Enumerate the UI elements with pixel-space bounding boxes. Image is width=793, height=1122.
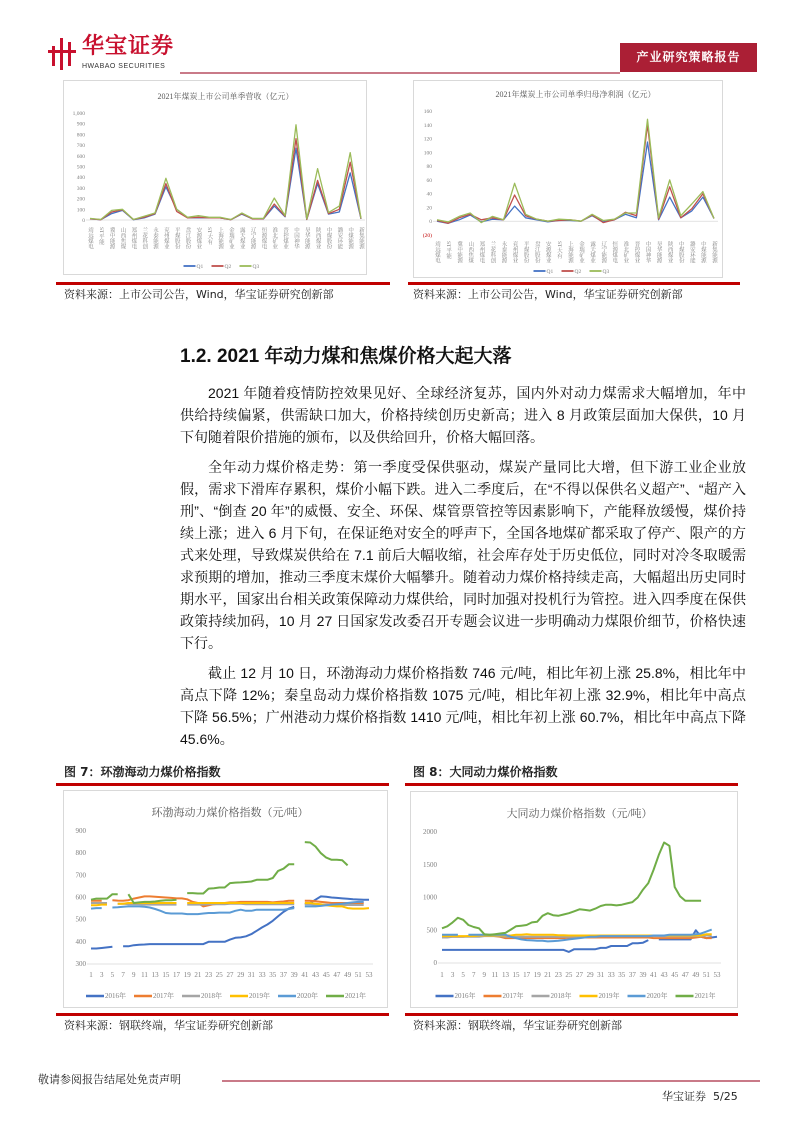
legend-label: Q3: [252, 264, 260, 270]
y-tick-label: 800: [76, 132, 85, 139]
x-tick-label: 43: [312, 971, 320, 979]
category-label: 中煤股份: [325, 227, 332, 249]
legend-label: Q2: [574, 269, 582, 275]
x-tick-label: 1: [89, 971, 93, 979]
x-tick-label: 25: [215, 971, 223, 979]
y-tick-label: 0: [82, 218, 85, 224]
legend-label: 2019年: [598, 992, 620, 1000]
x-tick-label: 11: [491, 971, 499, 979]
category-label: 兰花科创: [141, 227, 148, 249]
footer-page: [662, 1090, 738, 1104]
category-label: 安源煤业: [544, 241, 551, 263]
x-tick-label: 41: [650, 971, 658, 979]
x-tick-label: 7: [471, 971, 476, 979]
category-label: 恒源煤电: [260, 227, 267, 249]
series-line-Q1: [90, 148, 361, 219]
y-tick-label: 160: [423, 109, 432, 115]
category-label: ST平能: [97, 227, 104, 245]
divider: [56, 783, 389, 786]
category-label: 陕西煤业: [314, 227, 321, 249]
x-tick-label: 45: [322, 971, 330, 979]
datong-chart-frame: [410, 791, 738, 1008]
disclaimer-note: 敬请参阅报告结尾处免责声明: [38, 1073, 181, 1086]
x-tick-label: 51: [354, 971, 362, 979]
series-line-2021年: [442, 843, 701, 935]
series-line-2021年: [91, 842, 348, 903]
x-tick-label: 19: [183, 971, 191, 979]
legend-label: 2016年: [454, 992, 476, 1000]
x-tick-label: 5: [461, 971, 465, 979]
category-label: 淮北矿业: [271, 227, 278, 249]
x-tick-label: 5: [110, 971, 115, 979]
y-tick-label: 600: [76, 153, 85, 160]
category-label: 中煤能源: [347, 227, 354, 249]
y-tick-label: 140: [423, 122, 432, 129]
y-tick-label: 100: [423, 150, 432, 157]
x-tick-label: 27: [576, 971, 583, 979]
category-label: 潞安环能: [688, 241, 695, 263]
report-type-badge: 产业研究策略报告: [620, 43, 757, 72]
y-tick-label: 300: [76, 185, 85, 192]
legend-label: Q3: [602, 269, 610, 275]
y-tick-label: 300: [75, 960, 86, 968]
x-tick-label: 21: [194, 971, 202, 979]
series-line-Q2: [437, 125, 714, 224]
paragraph: 截止 12 月 10 日，环渤海动力煤价格指数 746 元/吨，相比年初上涨 25.8%，相比年中高点下降 12%；秦皇岛动力煤价格指数 1075 元/吨，相比年初上涨 32.9%，相比年中高点下降 56.5%；广州港动力煤价格指数 1410 元/吨，相比年初上涨 60.7%，相比年中高点下降 45.6%。: [180, 665, 746, 747]
bohai-price-chart: [64, 791, 389, 1009]
x-tick-label: 3: [450, 971, 455, 979]
hwabao-logo-icon: [48, 36, 78, 70]
x-tick-label: 33: [607, 971, 615, 979]
x-tick-label: 53: [713, 971, 721, 979]
category-label: ST平能: [445, 241, 452, 259]
category-label: 郑州煤电: [478, 241, 485, 263]
category-label: 山西焦煤: [467, 241, 474, 263]
x-tick-label: 35: [618, 971, 626, 979]
y-tick-label: 100: [76, 207, 85, 214]
logo-english-name: HWABAO SECURITIES: [82, 63, 166, 70]
x-tick-label: 15: [162, 971, 170, 979]
logo-chinese-name: 华宝证券: [82, 34, 175, 59]
y-tick-label: 60: [426, 177, 432, 184]
divider: [405, 1013, 738, 1016]
y-tick-label: 700: [76, 143, 85, 150]
category-label: 永泰能源: [152, 227, 159, 249]
y-tick-label: 400: [76, 175, 85, 182]
category-label: 昊华能源: [655, 241, 662, 263]
figure-8-title: 图 8：大同动力煤价格指数: [413, 765, 558, 779]
y-tick-label: 200: [76, 196, 85, 203]
y-tick-label: 900: [76, 121, 85, 128]
datong-price-chart: [411, 792, 739, 1009]
x-tick-label: 39: [639, 971, 647, 979]
y-tick-label: 900: [75, 827, 86, 835]
paragraph: 全年动力煤价格走势：第一季度受保供驱动，煤炭产量同比大增，但下游工业企业放假，需求下滑库存累积，煤价小幅下跌。进入二季度后，在“不得以保供名义超产”、“超产入刑”、“倒查 20 年”的威慑、安全、环保、煤管票管控等因素影响下，产能释放缓慢，煤价持续上涨；进入 6 月下旬，在保证绝对安全的呼声下，全国各地煤矿都采取了停产、限产的方式来处理，导致煤炭供给在 7.1 前后大幅收缩，社会库存处于历史低位，同时对冷冬取暖需求预期的增加，推动三季度末煤价大幅攀升。随着动力煤价格持续走高，大幅超出历史同时期水平，国家出台相关政策保障动力煤供给，同时加强对投机行为管控。进入四季度在保供政策持续加码，10 月 27 日国家发改委召开专题会议进一步明确动力煤限价细节，价格快速下行。: [180, 459, 746, 651]
y-tick-label: 120: [423, 136, 432, 143]
y-tick-label: 2000: [423, 828, 437, 836]
legend-label: 2021年: [694, 992, 716, 1000]
x-tick-label: 33: [258, 971, 266, 979]
y-tick-label: 0: [429, 219, 432, 226]
legend-label: 2018年: [201, 992, 222, 1000]
x-tick-label: 51: [702, 971, 710, 979]
x-tick-label: 47: [333, 971, 341, 979]
divider: [56, 1013, 389, 1016]
series-line-Q3: [90, 125, 361, 220]
category-label: 晋控煤业: [633, 241, 640, 263]
category-label: 靖远煤电: [87, 227, 93, 249]
y-tick-label: 800: [75, 849, 86, 858]
x-tick-label: 49: [692, 971, 700, 979]
category-label: 盘江股份: [533, 241, 540, 263]
y-tick-label: 500: [426, 926, 437, 935]
category-label: 晋控煤业: [282, 227, 289, 249]
y-tick-label: 80: [426, 164, 432, 171]
category-label: 郑州煤电: [130, 227, 137, 249]
category-label: 潞安环能: [336, 227, 343, 249]
category-label: 新集能源: [711, 241, 717, 263]
chart-source: 资料来源：上市公司公告，Wind，华宝证券研究创新部: [413, 288, 683, 301]
category-label: 中煤股份: [677, 241, 684, 263]
x-tick-label: 43: [660, 971, 668, 979]
legend-label: Q1: [196, 264, 204, 270]
chart-source: 资料来源：钢联终端，华宝证券研究创新部: [413, 1019, 622, 1032]
bohai-chart-frame: [63, 790, 388, 1008]
category-label: 兰花科创: [489, 241, 496, 263]
category-label: 昊华能源: [303, 227, 310, 249]
y-tick-label: 1500: [423, 860, 437, 869]
series-line-Q1: [437, 142, 714, 223]
section-heading: 1.2. 2021 年动力煤和焦煤价格大起大落: [180, 346, 512, 367]
x-tick-label: 27: [226, 971, 234, 979]
revenue-chart-frame: [63, 80, 367, 275]
category-label: 中煤能源: [699, 241, 706, 263]
chart-source: 资料来源：钢联终端，华宝证券研究创新部: [64, 1019, 273, 1032]
x-tick-label: 53: [365, 971, 373, 979]
divider: [56, 282, 390, 285]
category-label: 新集能源: [358, 227, 364, 249]
x-tick-label: 47: [681, 971, 689, 979]
x-tick-label: 29: [237, 971, 245, 979]
x-tick-label: 9: [482, 971, 487, 979]
y-tick-label: 20: [426, 205, 432, 212]
divider: [408, 282, 740, 285]
x-tick-label: 23: [554, 971, 562, 979]
section-body: [180, 382, 746, 758]
y-tick-label: 500: [76, 164, 85, 171]
legend-label: 2020年: [646, 992, 668, 1000]
category-label: 辽宁能源: [600, 241, 607, 263]
x-tick-label: 7: [121, 971, 125, 979]
y-tick-label: 400: [75, 937, 86, 946]
category-label: 辽宁能源: [249, 227, 256, 249]
category-label: 中国神华: [644, 241, 651, 263]
figure-7-title: 图 7：环渤海动力煤价格指数: [64, 765, 221, 779]
x-tick-label: 35: [269, 971, 277, 979]
y-tick-label: 0: [433, 959, 437, 967]
chart-title: 大同动力煤价格指数（元/吨）: [506, 808, 653, 820]
x-tick-label: 39: [290, 971, 298, 979]
header-divider: [180, 72, 620, 74]
revenue-chart: [64, 81, 368, 276]
category-label: 上海能源: [566, 241, 573, 263]
category-label: 陕西煤业: [666, 241, 673, 263]
chart-title: 2021年煤炭上市公司单季归母净利润（亿元）: [495, 90, 656, 99]
legend-label: Q1: [546, 269, 554, 275]
x-tick-label: 13: [501, 971, 509, 979]
category-label: 靖远煤电: [434, 241, 440, 263]
chart-source: 资料来源：上市公司公告，Wind，华宝证券研究创新部: [64, 288, 334, 301]
page-number: 5/25: [713, 1090, 738, 1103]
y-tick-label: (20): [422, 233, 432, 239]
x-tick-label: 31: [597, 971, 605, 979]
x-tick-label: 49: [344, 971, 352, 979]
x-tick-label: 23: [205, 971, 213, 979]
category-label: 露天煤业: [589, 241, 596, 263]
legend-label: 2016年: [105, 992, 126, 1000]
legend-label: 2018年: [550, 992, 572, 1000]
x-tick-label: 11: [141, 971, 148, 979]
x-tick-label: 37: [628, 971, 636, 979]
category-label: 淮北矿业: [622, 241, 629, 263]
x-tick-label: 3: [99, 971, 104, 979]
y-tick-label: 1,000: [72, 111, 85, 117]
legend-label: Q2: [224, 264, 232, 270]
category-label: 露天煤业: [238, 227, 245, 249]
category-label: 永泰能源: [500, 241, 507, 263]
x-tick-label: 19: [533, 971, 541, 979]
category-label: 平煤股份: [522, 241, 529, 263]
category-label: 冀中能源: [456, 241, 463, 263]
category-label: 平煤股份: [173, 227, 180, 249]
x-tick-label: 41: [301, 971, 309, 979]
category-label: 兖州煤业: [511, 241, 518, 263]
x-tick-label: 25: [565, 971, 573, 979]
profit-chart-frame: [413, 80, 723, 278]
category-label: ST大有: [555, 241, 562, 259]
category-label: 山西焦煤: [119, 227, 126, 249]
x-tick-label: 17: [523, 971, 531, 979]
y-tick-label: 1000: [423, 893, 437, 902]
y-tick-label: 700: [75, 871, 86, 880]
x-tick-label: 9: [132, 971, 136, 979]
x-tick-label: 1: [440, 971, 444, 979]
profit-chart: [414, 81, 724, 279]
x-tick-label: 31: [247, 971, 255, 979]
legend-label: 2019年: [249, 992, 270, 1000]
category-label: 中国神华: [292, 227, 299, 249]
legend-label: 2020年: [297, 992, 318, 1000]
series-line-Q3: [437, 119, 714, 222]
y-tick-label: 500: [75, 915, 86, 924]
x-tick-label: 13: [151, 971, 159, 979]
y-tick-label: 600: [75, 893, 86, 902]
divider: [405, 783, 738, 786]
chart-title: 环渤海动力煤价格指数（元/吨）: [151, 807, 309, 819]
x-tick-label: 15: [512, 971, 520, 979]
category-label: 冀中能源: [108, 227, 115, 249]
x-tick-label: 21: [544, 971, 552, 979]
category-label: 上海能源: [217, 227, 224, 249]
x-tick-label: 17: [173, 971, 181, 979]
category-label: 兖州煤业: [162, 227, 169, 249]
paragraph: 2021 年随着疫情防控效果见好、全球经济复苏，国内外对动力煤需求大幅增加，年中供给持续偏紧，供需缺口加大，价格持续创历史新高；进入 8 月政策层面加大保供，10 月下旬随着限价措施的颁布，以及供给回升，价格大幅回落。: [180, 385, 746, 445]
x-tick-label: 37: [279, 971, 287, 979]
category-label: 盘江股份: [184, 227, 191, 249]
x-tick-label: 45: [671, 971, 679, 979]
footer-divider: [222, 1080, 760, 1082]
category-label: ST大有: [206, 227, 213, 245]
category-label: 安源煤业: [195, 227, 202, 249]
x-tick-label: 29: [586, 971, 594, 979]
legend-label: 2017年: [153, 992, 174, 1000]
category-label: 恒源煤电: [611, 241, 618, 263]
legend-label: 2021年: [345, 992, 366, 1000]
y-tick-label: 40: [426, 191, 432, 198]
category-label: 金瑞矿业: [227, 227, 234, 249]
category-label: 金瑞矿业: [578, 241, 585, 263]
legend-label: 2017年: [502, 992, 524, 1000]
chart-title: 2021年煤炭上市公司单季营收（亿元）: [157, 92, 294, 101]
footer-company: 华宝证券: [662, 1090, 706, 1103]
